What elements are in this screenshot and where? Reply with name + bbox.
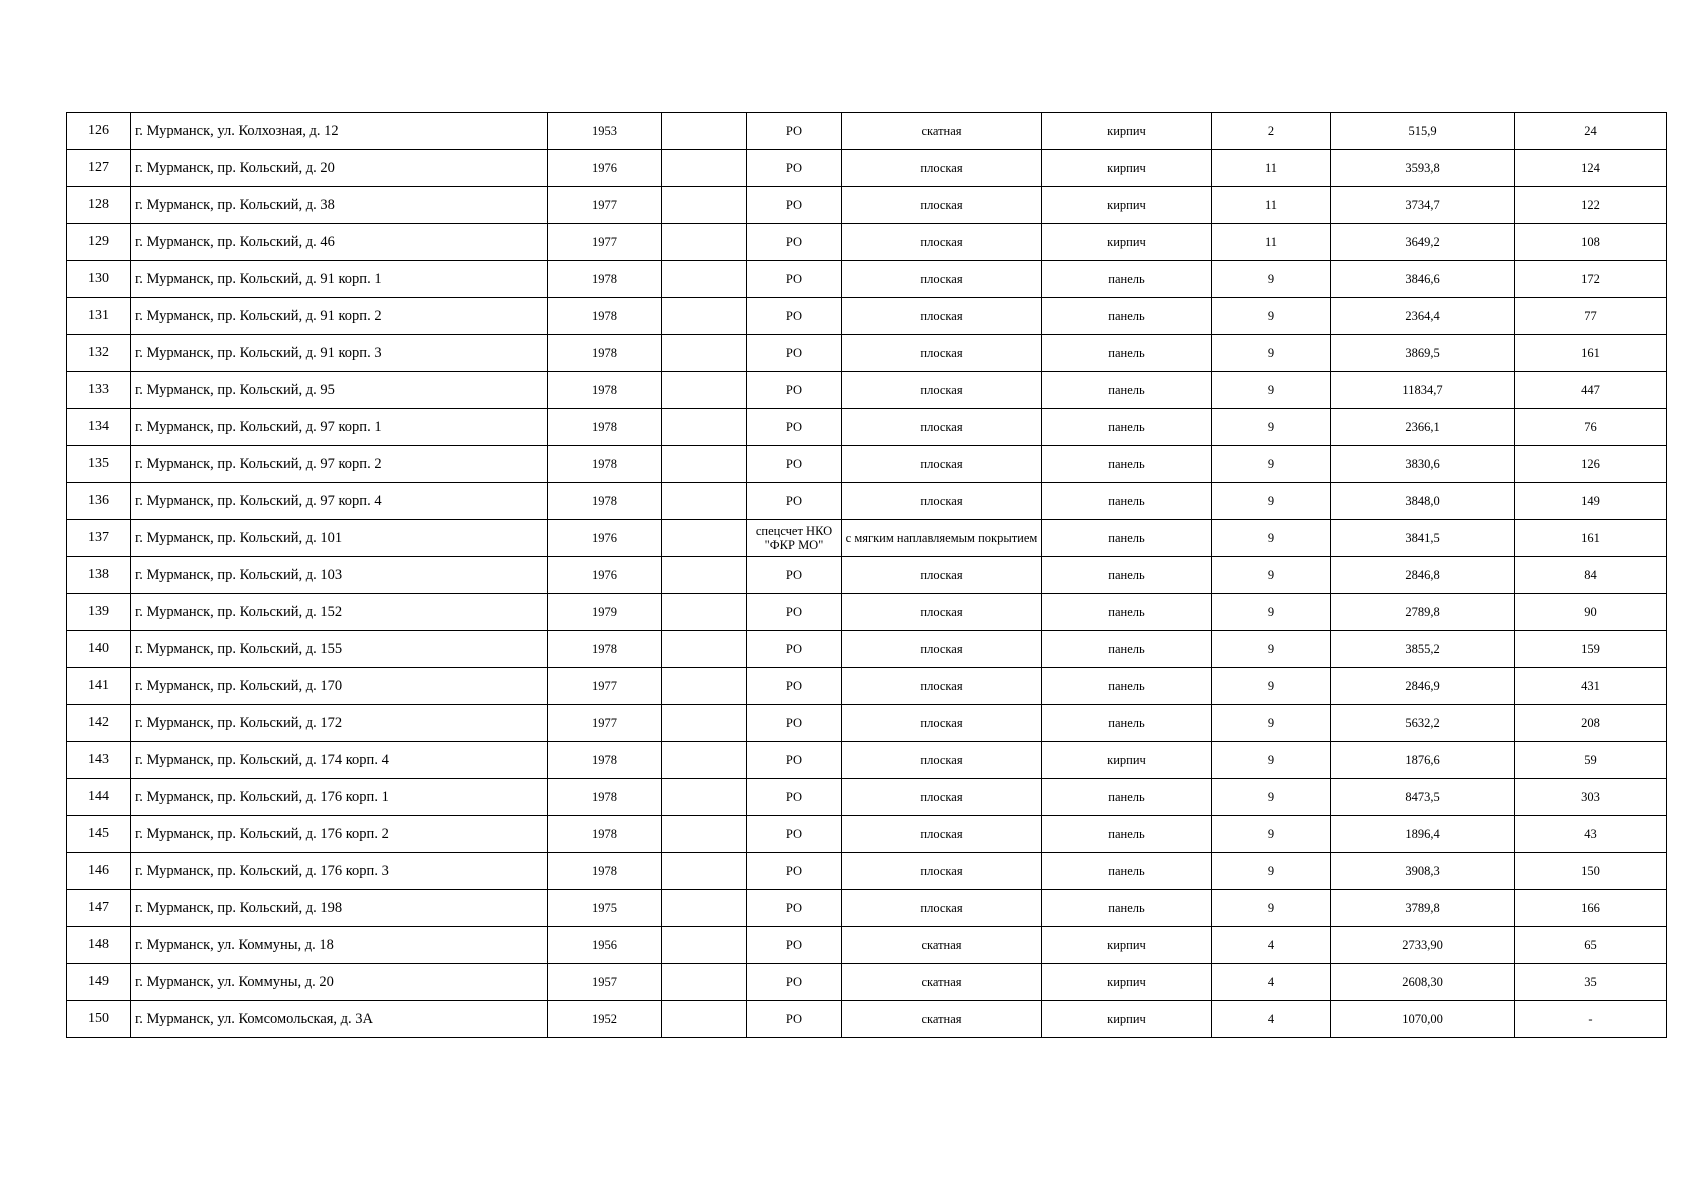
area-cell: 3855,2	[1331, 631, 1515, 668]
floors-cell: 11	[1212, 224, 1331, 261]
row-number: 146	[67, 853, 131, 890]
table-row	[67, 372, 1667, 409]
floors-cell: 9	[1212, 298, 1331, 335]
residents-cell: 447	[1515, 372, 1667, 409]
residents-cell: -	[1515, 1001, 1667, 1038]
row-number: 144	[67, 779, 131, 816]
table-row	[67, 520, 1667, 557]
wall-material-cell: панель	[1042, 779, 1212, 816]
floors-cell: 11	[1212, 150, 1331, 187]
roof-type-cell: скатная	[842, 927, 1042, 964]
fund-method-cell: РО	[747, 113, 842, 150]
table-row	[67, 853, 1667, 890]
row-number: 137	[67, 520, 131, 557]
roof-type-cell: плоская	[842, 853, 1042, 890]
residents-cell: 431	[1515, 668, 1667, 705]
address-cell: г. Мурманск, пр. Кольский, д. 155	[131, 631, 548, 668]
table-row	[67, 890, 1667, 927]
floors-cell: 9	[1212, 446, 1331, 483]
residents-cell: 166	[1515, 890, 1667, 927]
area-cell: 515,9	[1331, 113, 1515, 150]
empty-cell	[662, 409, 747, 446]
wall-material-cell: кирпич	[1042, 927, 1212, 964]
floors-cell: 9	[1212, 668, 1331, 705]
roof-type-cell: плоская	[842, 150, 1042, 187]
floors-cell: 9	[1212, 853, 1331, 890]
wall-material-cell: кирпич	[1042, 113, 1212, 150]
table-row	[67, 113, 1667, 150]
table-row	[67, 335, 1667, 372]
row-number: 134	[67, 409, 131, 446]
row-number: 140	[67, 631, 131, 668]
fund-method-cell: РО	[747, 483, 842, 520]
roof-type-cell: плоская	[842, 446, 1042, 483]
fund-method-cell: РО	[747, 927, 842, 964]
residents-cell: 77	[1515, 298, 1667, 335]
fund-method-cell: РО	[747, 372, 842, 409]
area-cell: 1876,6	[1331, 742, 1515, 779]
area-cell: 3649,2	[1331, 224, 1515, 261]
wall-material-cell: панель	[1042, 335, 1212, 372]
address-cell: г. Мурманск, ул. Колхозная, д. 12	[131, 113, 548, 150]
wall-material-cell: панель	[1042, 409, 1212, 446]
address-cell: г. Мурманск, ул. Коммуны, д. 18	[131, 927, 548, 964]
fund-method-cell: РО	[747, 335, 842, 372]
table-body	[67, 113, 1667, 1038]
fund-method-cell: РО	[747, 187, 842, 224]
fund-method-cell: РО	[747, 964, 842, 1001]
empty-cell	[662, 1001, 747, 1038]
area-cell: 3789,8	[1331, 890, 1515, 927]
row-number: 136	[67, 483, 131, 520]
table-row	[67, 1001, 1667, 1038]
floors-cell: 9	[1212, 594, 1331, 631]
empty-cell	[662, 816, 747, 853]
wall-material-cell: панель	[1042, 668, 1212, 705]
build-year-cell: 1953	[548, 113, 662, 150]
table-row	[67, 261, 1667, 298]
housing-registry-table	[66, 112, 1667, 1038]
fund-method-cell: РО	[747, 261, 842, 298]
fund-method-cell: РО	[747, 853, 842, 890]
build-year-cell: 1975	[548, 890, 662, 927]
residents-cell: 161	[1515, 520, 1667, 557]
build-year-cell: 1977	[548, 705, 662, 742]
row-number: 139	[67, 594, 131, 631]
fund-method-cell: РО	[747, 150, 842, 187]
row-number: 150	[67, 1001, 131, 1038]
address-cell: г. Мурманск, пр. Кольский, д. 152	[131, 594, 548, 631]
residents-cell: 90	[1515, 594, 1667, 631]
area-cell: 3593,8	[1331, 150, 1515, 187]
build-year-cell: 1978	[548, 483, 662, 520]
table-row	[67, 446, 1667, 483]
table-row	[67, 224, 1667, 261]
empty-cell	[662, 261, 747, 298]
area-cell: 5632,2	[1331, 705, 1515, 742]
fund-method-cell: РО	[747, 594, 842, 631]
empty-cell	[662, 594, 747, 631]
roof-type-cell: плоская	[842, 668, 1042, 705]
build-year-cell: 1952	[548, 1001, 662, 1038]
table-row	[67, 742, 1667, 779]
row-number: 145	[67, 816, 131, 853]
area-cell: 3841,5	[1331, 520, 1515, 557]
address-cell: г. Мурманск, пр. Кольский, д. 172	[131, 705, 548, 742]
address-cell: г. Мурманск, ул. Комсомольская, д. 3А	[131, 1001, 548, 1038]
build-year-cell: 1978	[548, 446, 662, 483]
row-number: 141	[67, 668, 131, 705]
address-cell: г. Мурманск, пр. Кольский, д. 91 корп. 3	[131, 335, 548, 372]
area-cell: 2733,90	[1331, 927, 1515, 964]
residents-cell: 59	[1515, 742, 1667, 779]
fund-method-cell: РО	[747, 446, 842, 483]
residents-cell: 24	[1515, 113, 1667, 150]
empty-cell	[662, 779, 747, 816]
residents-cell: 76	[1515, 409, 1667, 446]
residents-cell: 65	[1515, 927, 1667, 964]
empty-cell	[662, 742, 747, 779]
row-number: 127	[67, 150, 131, 187]
empty-cell	[662, 705, 747, 742]
empty-cell	[662, 150, 747, 187]
table-row	[67, 187, 1667, 224]
row-number: 126	[67, 113, 131, 150]
address-cell: г. Мурманск, пр. Кольский, д. 38	[131, 187, 548, 224]
empty-cell	[662, 668, 747, 705]
fund-method-cell: РО	[747, 742, 842, 779]
floors-cell: 4	[1212, 927, 1331, 964]
address-cell: г. Мурманск, пр. Кольский, д. 46	[131, 224, 548, 261]
table-row	[67, 150, 1667, 187]
floors-cell: 9	[1212, 705, 1331, 742]
table-row	[67, 483, 1667, 520]
build-year-cell: 1957	[548, 964, 662, 1001]
wall-material-cell: кирпич	[1042, 150, 1212, 187]
roof-type-cell: плоская	[842, 298, 1042, 335]
row-number: 131	[67, 298, 131, 335]
row-number: 129	[67, 224, 131, 261]
address-cell: г. Мурманск, пр. Кольский, д. 103	[131, 557, 548, 594]
build-year-cell: 1976	[548, 150, 662, 187]
roof-type-cell: плоская	[842, 594, 1042, 631]
roof-type-cell: плоская	[842, 224, 1042, 261]
row-number: 128	[67, 187, 131, 224]
build-year-cell: 1976	[548, 520, 662, 557]
fund-method-cell: спецсчет НКО "ФКР МО"	[747, 520, 842, 557]
empty-cell	[662, 631, 747, 668]
empty-cell	[662, 446, 747, 483]
roof-type-cell: плоская	[842, 557, 1042, 594]
build-year-cell: 1977	[548, 668, 662, 705]
roof-type-cell: плоская	[842, 779, 1042, 816]
empty-cell	[662, 520, 747, 557]
area-cell: 2366,1	[1331, 409, 1515, 446]
address-cell: г. Мурманск, пр. Кольский, д. 101	[131, 520, 548, 557]
row-number: 130	[67, 261, 131, 298]
fund-method-cell: РО	[747, 705, 842, 742]
wall-material-cell: панель	[1042, 483, 1212, 520]
address-cell: г. Мурманск, пр. Кольский, д. 20	[131, 150, 548, 187]
row-number: 142	[67, 705, 131, 742]
address-cell: г. Мурманск, пр. Кольский, д. 176 корп. 2	[131, 816, 548, 853]
residents-cell: 208	[1515, 705, 1667, 742]
row-number: 143	[67, 742, 131, 779]
empty-cell	[662, 557, 747, 594]
roof-type-cell: плоская	[842, 742, 1042, 779]
floors-cell: 9	[1212, 372, 1331, 409]
wall-material-cell: панель	[1042, 631, 1212, 668]
table-row	[67, 409, 1667, 446]
floors-cell: 9	[1212, 520, 1331, 557]
wall-material-cell: панель	[1042, 557, 1212, 594]
wall-material-cell: панель	[1042, 520, 1212, 557]
empty-cell	[662, 372, 747, 409]
table-row	[67, 594, 1667, 631]
roof-type-cell: плоская	[842, 705, 1042, 742]
address-cell: г. Мурманск, пр. Кольский, д. 174 корп. 4	[131, 742, 548, 779]
residents-cell: 84	[1515, 557, 1667, 594]
address-cell: г. Мурманск, пр. Кольский, д. 91 корп. 2	[131, 298, 548, 335]
wall-material-cell: кирпич	[1042, 742, 1212, 779]
area-cell: 3848,0	[1331, 483, 1515, 520]
wall-material-cell: кирпич	[1042, 224, 1212, 261]
roof-type-cell: скатная	[842, 113, 1042, 150]
fund-method-cell: РО	[747, 779, 842, 816]
fund-method-cell: РО	[747, 409, 842, 446]
build-year-cell: 1978	[548, 335, 662, 372]
area-cell: 1070,00	[1331, 1001, 1515, 1038]
table-row	[67, 668, 1667, 705]
empty-cell	[662, 964, 747, 1001]
address-cell: г. Мурманск, пр. Кольский, д. 95	[131, 372, 548, 409]
table-row	[67, 816, 1667, 853]
wall-material-cell: панель	[1042, 298, 1212, 335]
build-year-cell: 1978	[548, 631, 662, 668]
area-cell: 3846,6	[1331, 261, 1515, 298]
roof-type-cell: плоская	[842, 816, 1042, 853]
empty-cell	[662, 113, 747, 150]
address-cell: г. Мурманск, ул. Коммуны, д. 20	[131, 964, 548, 1001]
row-number: 138	[67, 557, 131, 594]
roof-type-cell: плоская	[842, 409, 1042, 446]
wall-material-cell: панель	[1042, 446, 1212, 483]
row-number: 135	[67, 446, 131, 483]
fund-method-cell: РО	[747, 668, 842, 705]
roof-type-cell: плоская	[842, 187, 1042, 224]
fund-method-cell: РО	[747, 1001, 842, 1038]
address-cell: г. Мурманск, пр. Кольский, д. 198	[131, 890, 548, 927]
area-cell: 3830,6	[1331, 446, 1515, 483]
residents-cell: 108	[1515, 224, 1667, 261]
address-cell: г. Мурманск, пр. Кольский, д. 97 корп. 4	[131, 483, 548, 520]
build-year-cell: 1978	[548, 298, 662, 335]
fund-method-cell: РО	[747, 890, 842, 927]
floors-cell: 9	[1212, 890, 1331, 927]
wall-material-cell: панель	[1042, 816, 1212, 853]
residents-cell: 172	[1515, 261, 1667, 298]
table-row	[67, 557, 1667, 594]
floors-cell: 2	[1212, 113, 1331, 150]
area-cell: 2789,8	[1331, 594, 1515, 631]
area-cell: 3869,5	[1331, 335, 1515, 372]
address-cell: г. Мурманск, пр. Кольский, д. 91 корп. 1	[131, 261, 548, 298]
row-number: 133	[67, 372, 131, 409]
roof-type-cell: плоская	[842, 631, 1042, 668]
empty-cell	[662, 298, 747, 335]
floors-cell: 9	[1212, 483, 1331, 520]
roof-type-cell: плоская	[842, 261, 1042, 298]
area-cell: 11834,7	[1331, 372, 1515, 409]
row-number: 148	[67, 927, 131, 964]
area-cell: 2608,30	[1331, 964, 1515, 1001]
wall-material-cell: панель	[1042, 705, 1212, 742]
roof-type-cell: скатная	[842, 964, 1042, 1001]
floors-cell: 9	[1212, 557, 1331, 594]
empty-cell	[662, 335, 747, 372]
residents-cell: 161	[1515, 335, 1667, 372]
floors-cell: 11	[1212, 187, 1331, 224]
roof-type-cell: плоская	[842, 483, 1042, 520]
floors-cell: 9	[1212, 816, 1331, 853]
build-year-cell: 1979	[548, 594, 662, 631]
residents-cell: 43	[1515, 816, 1667, 853]
floors-cell: 9	[1212, 409, 1331, 446]
empty-cell	[662, 890, 747, 927]
address-cell: г. Мурманск, пр. Кольский, д. 97 корп. 1	[131, 409, 548, 446]
residents-cell: 159	[1515, 631, 1667, 668]
area-cell: 8473,5	[1331, 779, 1515, 816]
floors-cell: 9	[1212, 779, 1331, 816]
area-cell: 2846,8	[1331, 557, 1515, 594]
build-year-cell: 1956	[548, 927, 662, 964]
residents-cell: 149	[1515, 483, 1667, 520]
roof-type-cell: плоская	[842, 372, 1042, 409]
row-number: 132	[67, 335, 131, 372]
row-number: 149	[67, 964, 131, 1001]
wall-material-cell: кирпич	[1042, 964, 1212, 1001]
empty-cell	[662, 224, 747, 261]
address-cell: г. Мурманск, пр. Кольский, д. 170	[131, 668, 548, 705]
floors-cell: 4	[1212, 964, 1331, 1001]
empty-cell	[662, 187, 747, 224]
table-row	[67, 927, 1667, 964]
area-cell: 3908,3	[1331, 853, 1515, 890]
wall-material-cell: панель	[1042, 594, 1212, 631]
empty-cell	[662, 927, 747, 964]
roof-type-cell: плоская	[842, 890, 1042, 927]
build-year-cell: 1978	[548, 779, 662, 816]
floors-cell: 9	[1212, 261, 1331, 298]
area-cell: 3734,7	[1331, 187, 1515, 224]
fund-method-cell: РО	[747, 224, 842, 261]
wall-material-cell: кирпич	[1042, 1001, 1212, 1038]
floors-cell: 4	[1212, 1001, 1331, 1038]
wall-material-cell: кирпич	[1042, 187, 1212, 224]
floors-cell: 9	[1212, 335, 1331, 372]
residents-cell: 126	[1515, 446, 1667, 483]
fund-method-cell: РО	[747, 298, 842, 335]
address-cell: г. Мурманск, пр. Кольский, д. 176 корп. 1	[131, 779, 548, 816]
table-row	[67, 779, 1667, 816]
build-year-cell: 1978	[548, 409, 662, 446]
build-year-cell: 1977	[548, 187, 662, 224]
fund-method-cell: РО	[747, 631, 842, 668]
residents-cell: 35	[1515, 964, 1667, 1001]
build-year-cell: 1977	[548, 224, 662, 261]
residents-cell: 122	[1515, 187, 1667, 224]
table-row	[67, 631, 1667, 668]
floors-cell: 9	[1212, 742, 1331, 779]
build-year-cell: 1978	[548, 261, 662, 298]
residents-cell: 150	[1515, 853, 1667, 890]
address-cell: г. Мурманск, пр. Кольский, д. 97 корп. 2	[131, 446, 548, 483]
wall-material-cell: панель	[1042, 261, 1212, 298]
build-year-cell: 1976	[548, 557, 662, 594]
table-row	[67, 705, 1667, 742]
row-number: 147	[67, 890, 131, 927]
build-year-cell: 1978	[548, 853, 662, 890]
empty-cell	[662, 483, 747, 520]
residents-cell: 303	[1515, 779, 1667, 816]
empty-cell	[662, 853, 747, 890]
fund-method-cell: РО	[747, 557, 842, 594]
area-cell: 1896,4	[1331, 816, 1515, 853]
wall-material-cell: панель	[1042, 853, 1212, 890]
floors-cell: 9	[1212, 631, 1331, 668]
build-year-cell: 1978	[548, 816, 662, 853]
build-year-cell: 1978	[548, 742, 662, 779]
roof-type-cell: плоская	[842, 335, 1042, 372]
area-cell: 2364,4	[1331, 298, 1515, 335]
wall-material-cell: панель	[1042, 372, 1212, 409]
area-cell: 2846,9	[1331, 668, 1515, 705]
address-cell: г. Мурманск, пр. Кольский, д. 176 корп. 3	[131, 853, 548, 890]
build-year-cell: 1978	[548, 372, 662, 409]
residents-cell: 124	[1515, 150, 1667, 187]
wall-material-cell: панель	[1042, 890, 1212, 927]
table-row	[67, 964, 1667, 1001]
roof-type-cell: скатная	[842, 1001, 1042, 1038]
table-row	[67, 298, 1667, 335]
roof-type-cell: с мягким наплавляемым покрытием	[842, 520, 1042, 557]
fund-method-cell: РО	[747, 816, 842, 853]
